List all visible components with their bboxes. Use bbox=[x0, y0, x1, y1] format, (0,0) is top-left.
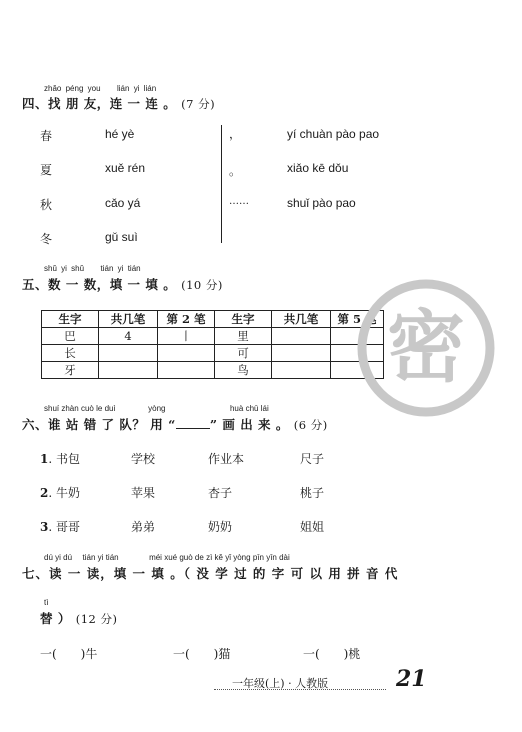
sec6-score: (6 分) bbox=[293, 418, 328, 432]
punct-mark: 。 bbox=[229, 164, 242, 178]
page-number: 21 bbox=[396, 666, 427, 692]
pinyin: guò bbox=[179, 553, 193, 562]
sec7-title: 七、读 一 读，填 一 填 。（ 没 学 过 的 字 可 以 用 拼 音 代 bbox=[22, 566, 399, 581]
punct-mark: ， bbox=[229, 127, 242, 141]
punct-mark: …… bbox=[229, 196, 249, 207]
sec6-pinyin-row bbox=[44, 404, 269, 413]
word-item[interactable]: 哥哥 bbox=[56, 520, 81, 534]
pinyin: dú bbox=[44, 553, 53, 562]
pinyin: shuí bbox=[44, 404, 60, 413]
pinyin: zì bbox=[206, 553, 213, 562]
pinyin: yi bbox=[97, 553, 104, 562]
sec6-title-text-a: 六、谁 站 错 了 队？ 用 “ bbox=[22, 417, 176, 432]
pinyin: yīn bbox=[266, 553, 277, 562]
table-cell: 牙 bbox=[42, 362, 99, 379]
footer-rule bbox=[214, 689, 386, 690]
pinyin: yòng bbox=[148, 404, 166, 413]
word-item[interactable]: 学校 bbox=[131, 452, 156, 466]
table-cell: 里 bbox=[215, 328, 272, 345]
pinyin: tián bbox=[105, 553, 119, 562]
sec4-title bbox=[22, 94, 215, 112]
secret-stamp-icon bbox=[356, 278, 496, 418]
word-item[interactable]: 奶奶 bbox=[208, 520, 233, 534]
left-pinyin: cǎo yá bbox=[105, 196, 141, 210]
pinyin: yǐ bbox=[225, 553, 231, 562]
table-header: 共几笔 bbox=[272, 311, 331, 328]
pinyin: dú bbox=[63, 553, 73, 562]
pinyin: lái bbox=[260, 404, 269, 413]
pinyin: le bbox=[96, 404, 103, 413]
season-char: 春 bbox=[40, 129, 53, 143]
word-row: 2. 牛奶 bbox=[40, 486, 81, 500]
pinyin: tián bbox=[100, 264, 114, 273]
word-item[interactable]: 作业本 bbox=[208, 452, 245, 466]
sec6-title bbox=[22, 415, 328, 433]
sec6-title-text-b: ” 画 出 来 。 bbox=[209, 417, 289, 432]
table-header: 第 5 笔 bbox=[331, 311, 384, 328]
sec4-title-text: 四、找 朋 友，连 一 连 。 bbox=[22, 96, 177, 111]
pinyin: yi bbox=[61, 264, 67, 273]
word-item[interactable]: 杏子 bbox=[208, 486, 233, 500]
sec7-pinyin-row bbox=[44, 553, 290, 562]
fill-blank[interactable]: 一( )桃 bbox=[303, 647, 361, 661]
stamp-char: 密 bbox=[386, 303, 466, 393]
table-cell: 可 bbox=[215, 345, 272, 362]
left-pinyin: hé yè bbox=[105, 127, 135, 141]
stroke-table bbox=[41, 310, 384, 379]
table-header: 生字 bbox=[215, 311, 272, 328]
table-cell[interactable] bbox=[272, 345, 331, 362]
row-number: 1 bbox=[40, 452, 49, 466]
pinyin: zhàn bbox=[61, 404, 79, 413]
pinyin: tián bbox=[127, 264, 141, 273]
fill-blank[interactable]: 一( )猫 bbox=[173, 647, 231, 661]
right-pinyin: xiǎo kē dǒu bbox=[287, 161, 349, 175]
sec7-title2: 替 ） bbox=[40, 611, 71, 626]
table-cell[interactable] bbox=[158, 345, 215, 362]
pinyin: yi bbox=[55, 553, 61, 562]
word-item[interactable]: 尺子 bbox=[300, 452, 325, 466]
word-item[interactable]: 桃子 bbox=[300, 486, 325, 500]
right-pinyin: yí chuàn pào pao bbox=[287, 127, 380, 141]
left-pinyin: xuě rén bbox=[105, 161, 146, 175]
word-item[interactable]: 弟弟 bbox=[131, 520, 156, 534]
answer-blank bbox=[176, 418, 210, 429]
sec5-title bbox=[22, 275, 223, 293]
sec7-title-cont bbox=[40, 609, 117, 627]
pinyin: de bbox=[194, 553, 204, 562]
sec4-score: (7 分) bbox=[181, 97, 216, 111]
pinyin: zhǎo bbox=[44, 84, 62, 93]
pinyin: tián bbox=[82, 553, 96, 562]
season-char: 夏 bbox=[40, 163, 53, 177]
pinyin: dài bbox=[279, 553, 290, 562]
word-item[interactable]: 书包 bbox=[56, 452, 81, 466]
row-number: 2 bbox=[40, 486, 49, 500]
table-cell: 巴 bbox=[42, 328, 99, 345]
pinyin: cuò bbox=[80, 404, 94, 413]
table-cell: 4 bbox=[99, 328, 158, 345]
table-header: 生字 bbox=[42, 311, 99, 328]
pinyin: shǔ bbox=[44, 264, 57, 273]
sec7-score: (12 分) bbox=[75, 612, 118, 626]
pinyin: pīn bbox=[252, 553, 264, 562]
table-row bbox=[42, 345, 384, 362]
table-header-row bbox=[42, 311, 384, 328]
table-cell: 长 bbox=[42, 345, 99, 362]
pinyin: xué bbox=[164, 553, 178, 562]
table-cell[interactable] bbox=[272, 362, 331, 379]
fill-blank[interactable]: 一( )牛 bbox=[40, 647, 98, 661]
word-item[interactable]: 苹果 bbox=[131, 486, 156, 500]
season-char: 冬 bbox=[40, 232, 53, 246]
pinyin: yi bbox=[133, 84, 140, 93]
table-cell[interactable] bbox=[99, 362, 158, 379]
table-cell: 鸟 bbox=[215, 362, 272, 379]
right-pinyin: shuǐ pào pao bbox=[287, 196, 356, 210]
table-row bbox=[42, 328, 384, 345]
table-header: 共几笔 bbox=[99, 311, 158, 328]
pinyin: méi bbox=[149, 553, 162, 562]
pinyin: lián bbox=[143, 84, 157, 93]
sec5-title-text: 五、数 一 数，填 一 填 。 bbox=[22, 277, 177, 292]
table-header: 第 2 笔 bbox=[158, 311, 215, 328]
word-item[interactable]: 牛奶 bbox=[56, 486, 81, 500]
sec4-pinyin-row bbox=[44, 84, 156, 93]
pinyin: yòng bbox=[233, 553, 251, 562]
sec5-pinyin-row bbox=[44, 264, 141, 273]
left-pinyin: gǔ suì bbox=[105, 230, 138, 244]
table-cell[interactable] bbox=[272, 328, 331, 345]
pinyin: lián bbox=[117, 84, 130, 93]
pinyin: tì bbox=[44, 598, 49, 607]
table-cell[interactable] bbox=[158, 362, 215, 379]
pinyin: chū bbox=[245, 404, 259, 413]
season-char: 秋 bbox=[40, 198, 53, 212]
word-row: 3. 哥哥 bbox=[40, 520, 81, 534]
pinyin: péng bbox=[65, 84, 84, 93]
row-number: 3 bbox=[40, 520, 49, 534]
edition-label: 一年级(上) · 人教版 bbox=[232, 677, 329, 690]
sec5-score: (10 分) bbox=[181, 278, 223, 292]
divider-line bbox=[221, 125, 222, 243]
pinyin: shǔ bbox=[71, 264, 85, 273]
word-row: 1. 书包 bbox=[40, 452, 81, 466]
pinyin: huà bbox=[229, 404, 244, 413]
table-cell[interactable] bbox=[99, 345, 158, 362]
table-row bbox=[42, 362, 384, 379]
pinyin: you bbox=[87, 84, 101, 93]
word-item[interactable]: 姐姐 bbox=[300, 520, 325, 534]
table-cell: 丨 bbox=[158, 328, 215, 345]
pinyin: yi bbox=[117, 264, 124, 273]
pinyin: kě bbox=[214, 553, 223, 562]
pinyin: duì bbox=[104, 404, 116, 413]
